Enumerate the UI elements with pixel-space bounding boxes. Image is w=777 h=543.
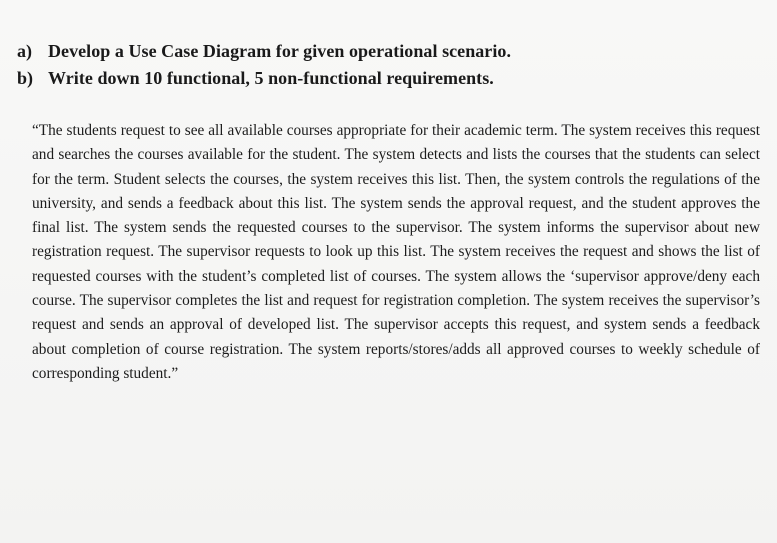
task-label: a) (17, 41, 33, 61)
scenario-paragraph: “The students request to see all available courses appropriate for their academic term. The system receives this request and searches the courses available for the student. The system detects and lists the courses that the students can select for the term. Student selects the courses, the system receives this list. Then, the system controls the regulations of the university, and sends a feedback about this list. The system sends the approval request, and the student approves the final list. The system sends the requested courses to the supervisor. The system informs the supervisor about new registration request. The supervisor requests to look up this list. The system receives the request and shows the list of requested courses with the student’s completed list of courses. The system allows the ‘supervisor approve/deny each course. The supervisor completes the list and request for registration completion. The system receives the supervisor’s request and sends an approval of developed list. The supervisor accepts this request, and system sends a feedback about completion of course registration. The system reports/stores/adds all approved courses to weekly schedule of corresponding student.” (32, 122, 760, 382)
task-list (17, 38, 757, 92)
task-item-a (17, 38, 757, 65)
task-text: Write down 10 functional, 5 non-functional requirements. (48, 68, 494, 88)
task-text: Develop a Use Case Diagram for given operational scenario. (48, 41, 511, 61)
task-item-b (17, 65, 757, 92)
task-label: b) (17, 68, 34, 88)
